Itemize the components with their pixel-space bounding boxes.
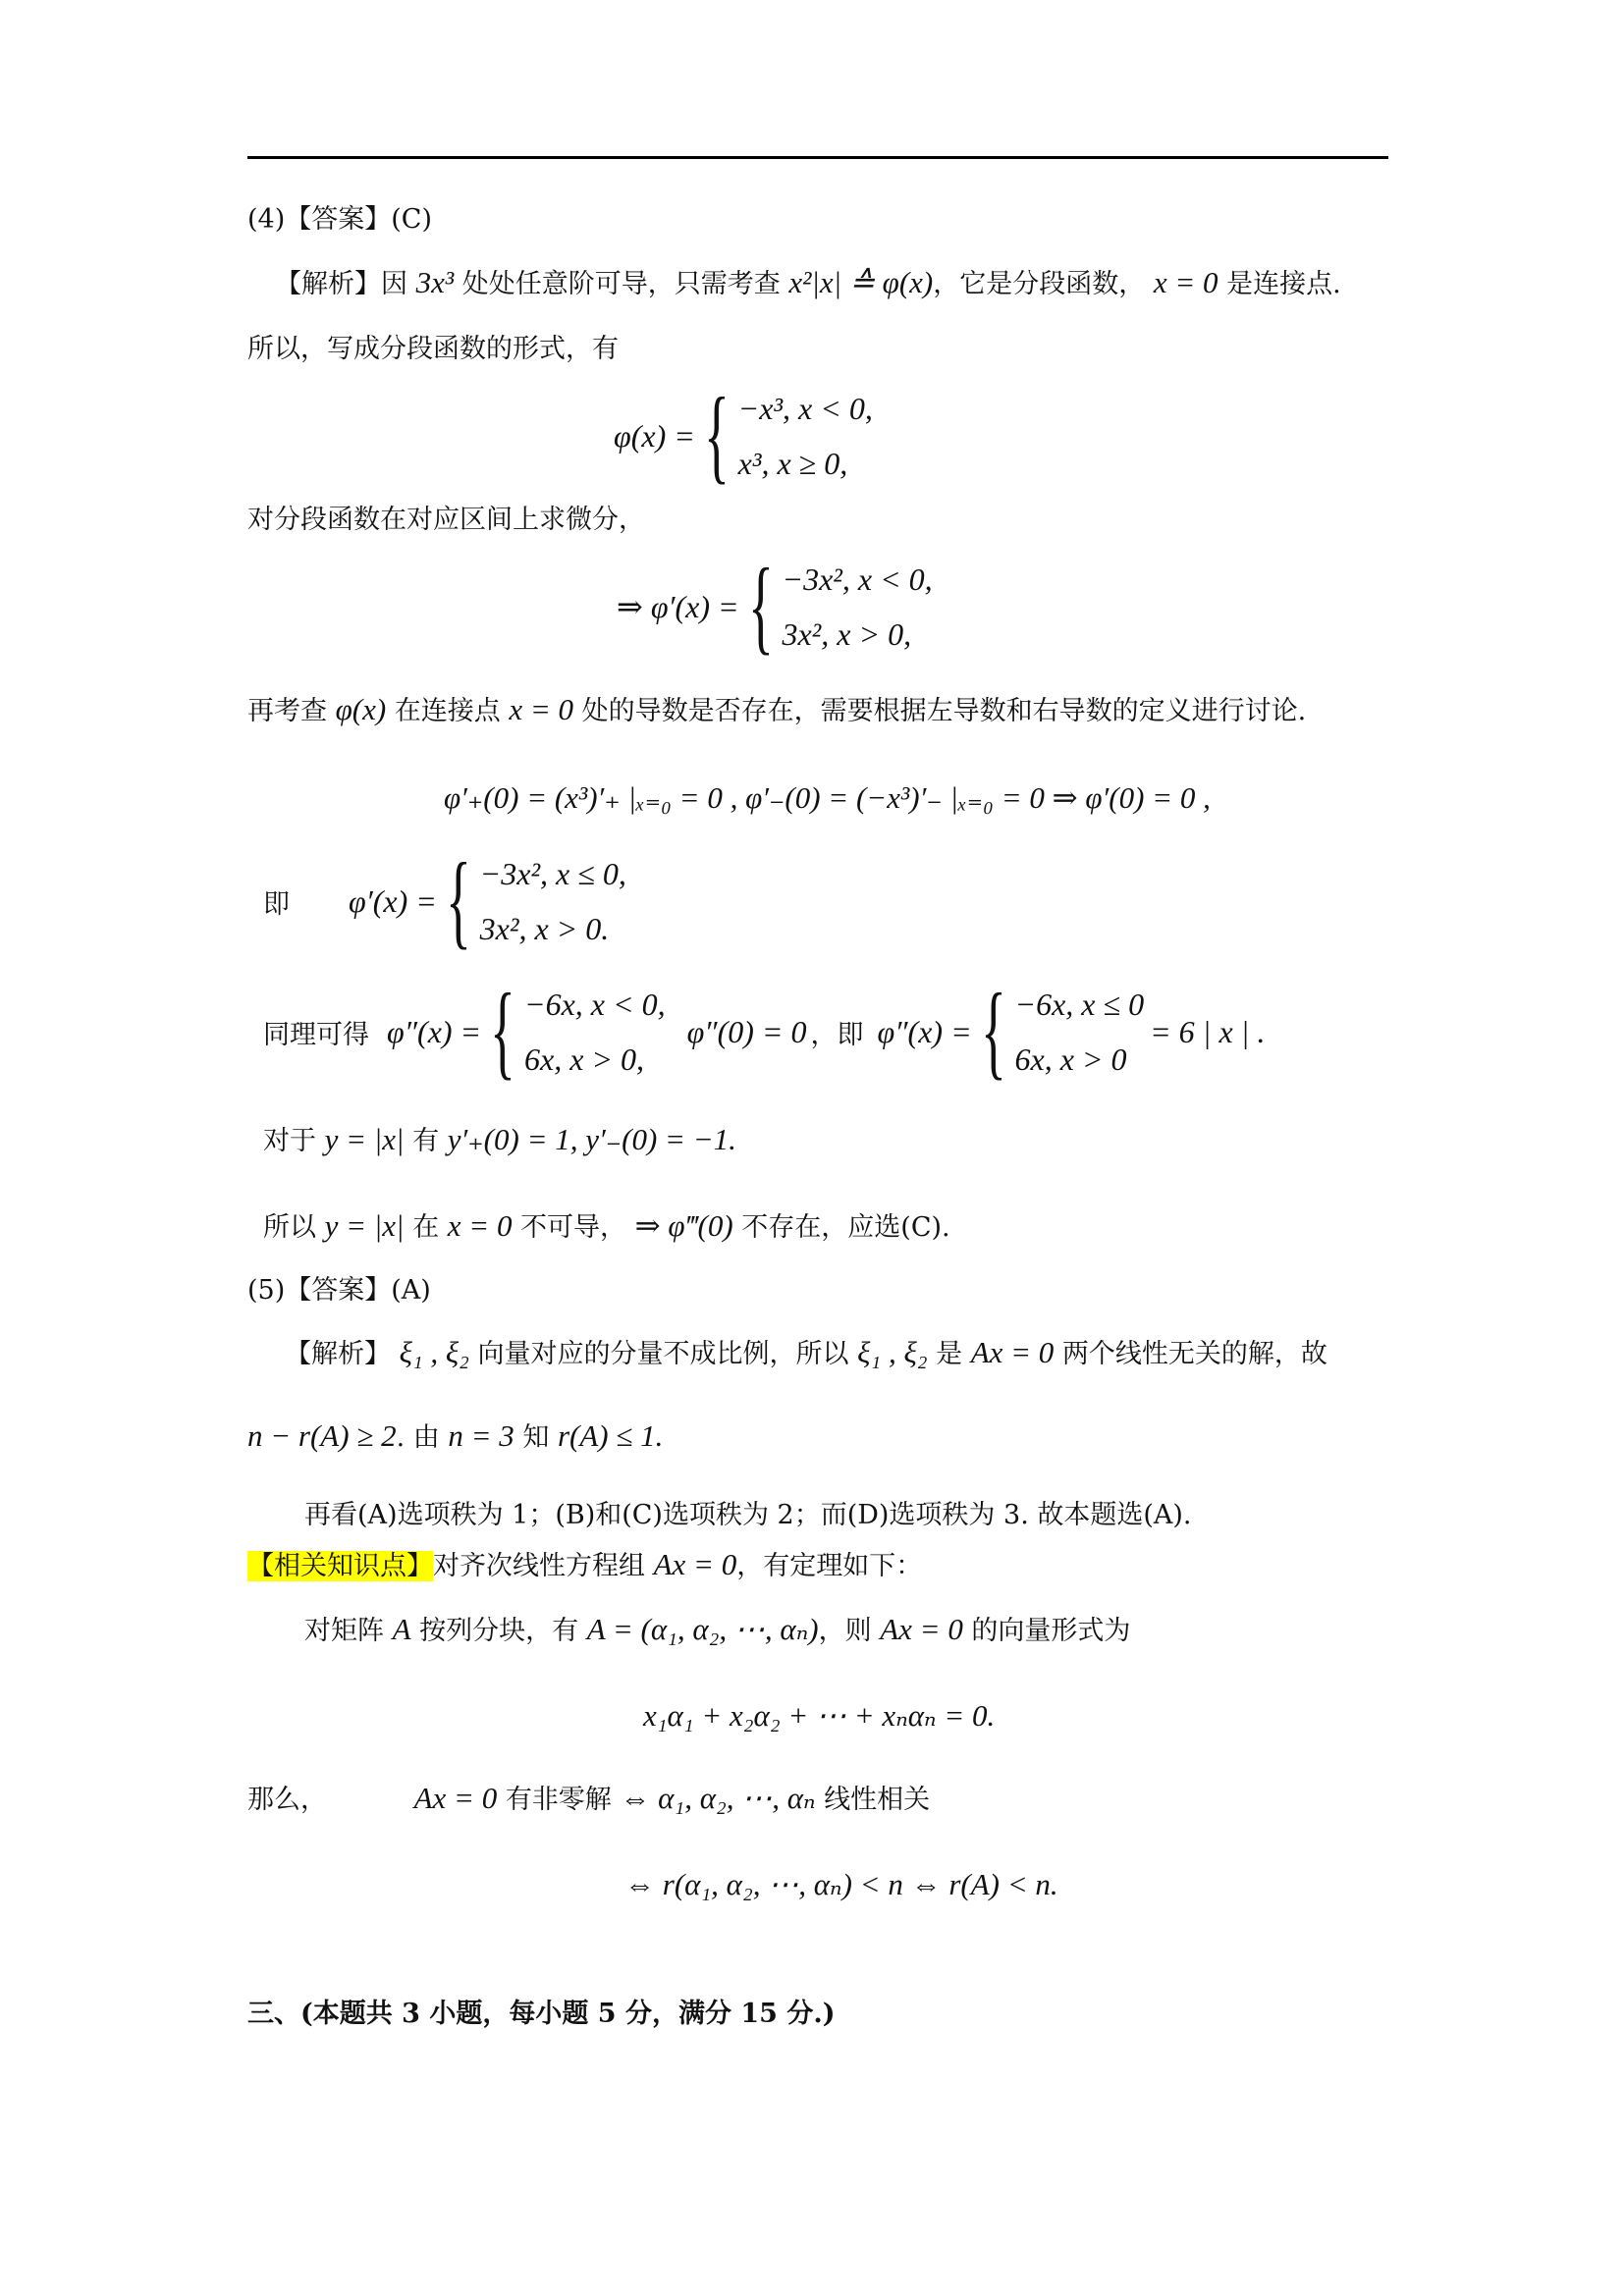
q4-text-line4: 再考查 φ(x) 在连接点 x = 0 处的导数是否存在，需要根据左导数和右导数的定义进行讨论. [247,692,1307,726]
q5-analysis-line2: n − r(A) ≥ 2. 由 n = 3 知 r(A) ≤ 1. [247,1418,664,1453]
q4-analysis-line1: 【解析】因 3x³ 处处任意阶可导，只需考查 x²|x| ≙ φ(x)，它是分段函数， x = 0 是连接点. [275,265,1341,299]
knowledge-point-tag: 【相关知识点】 [247,1551,433,1581]
q4-equation-phi-prime-final: 即 φ′(x) = { −3x², x ≤ 0, 3x², x > 0. [263,842,626,959]
q4-equation-phi-double-prime: 同理可得 φ″(x) = { −6x, x < 0, 6x, x > 0, φ″(0) = 0 ，即 φ″(x) = { −6x, x ≤ 0 6x, x > 0 = 6 | x | . [263,973,1266,1090]
q4-equation-phi: φ(x) = { −x³, x < 0, x³, x ≥ 0, [614,377,873,494]
q5-text-line3: 再看(A)选项秩为 1；(B)和(C)选项秩为 2；而(D)选项秩为 3. 故本题选(A). [304,1500,1192,1530]
q4-answer-heading: (4)【答案】(C) [247,204,432,235]
q5-knowledge-point: 【相关知识点】对齐次线性方程组 Ax = 0，有定理如下： [247,1547,923,1581]
section-3-title: 三、(本题共 3 小题，每小题 5 分，满分 15 分.) [247,1999,836,2029]
q4-text-line3: 对分段函数在对应区间上求微分， [247,505,645,535]
q4-equation-one-sided-derivatives: φ′₊(0) = (x³)′₊ |ₓ₌₀ = 0 , φ′₋(0) = (−x³)′₋ |ₓ₌₀ = 0 ⇒ φ′(0) = 0 , [444,780,1211,815]
q4-equation-phi-prime: ⇒ φ′(x) = { −3x², x < 0, 3x², x > 0, [617,548,933,665]
header-rule [247,156,1388,159]
q4-text-line6: 对于 y = |x| 有 y′₊(0) = 1, y′₋(0) = −1. [263,1122,736,1156]
q4-text-line7: 所以 y = |x| 在 x = 0 不可导， ⇒ φ‴(0) 不存在，应选(C). [263,1208,950,1243]
q5-text-line7: 那么， Ax = 0 有非零解 ⇔ α₁, α₂, ⋯, αₙ 线性相关 [247,1781,931,1815]
q5-equation-rank-condition: ⇔ r(α₁, α₂, ⋯, αₙ) < n ⇔ r(A) < n. [624,1867,1058,1901]
q4-text-line2: 所以，写成分段函数的形式，有 [247,334,619,364]
q5-text-line5: 对矩阵 A 按列分块，有 A = (α₁, α₂, ⋯, αₙ)，则 Ax = 0 的向量形式为 [304,1612,1131,1646]
q5-equation-vector-form: x₁α₁ + x₂α₂ + ⋯ + xₙαₙ = 0. [643,1698,996,1733]
q5-analysis-line1: 【解析】 ξ₁ , ξ₂ 向量对应的分量不成比例，所以 ξ₁ , ξ₂ 是 Ax = 0 两个线性无关的解，故 [285,1335,1327,1369]
q5-answer-heading: (5)【答案】(A) [247,1275,431,1306]
